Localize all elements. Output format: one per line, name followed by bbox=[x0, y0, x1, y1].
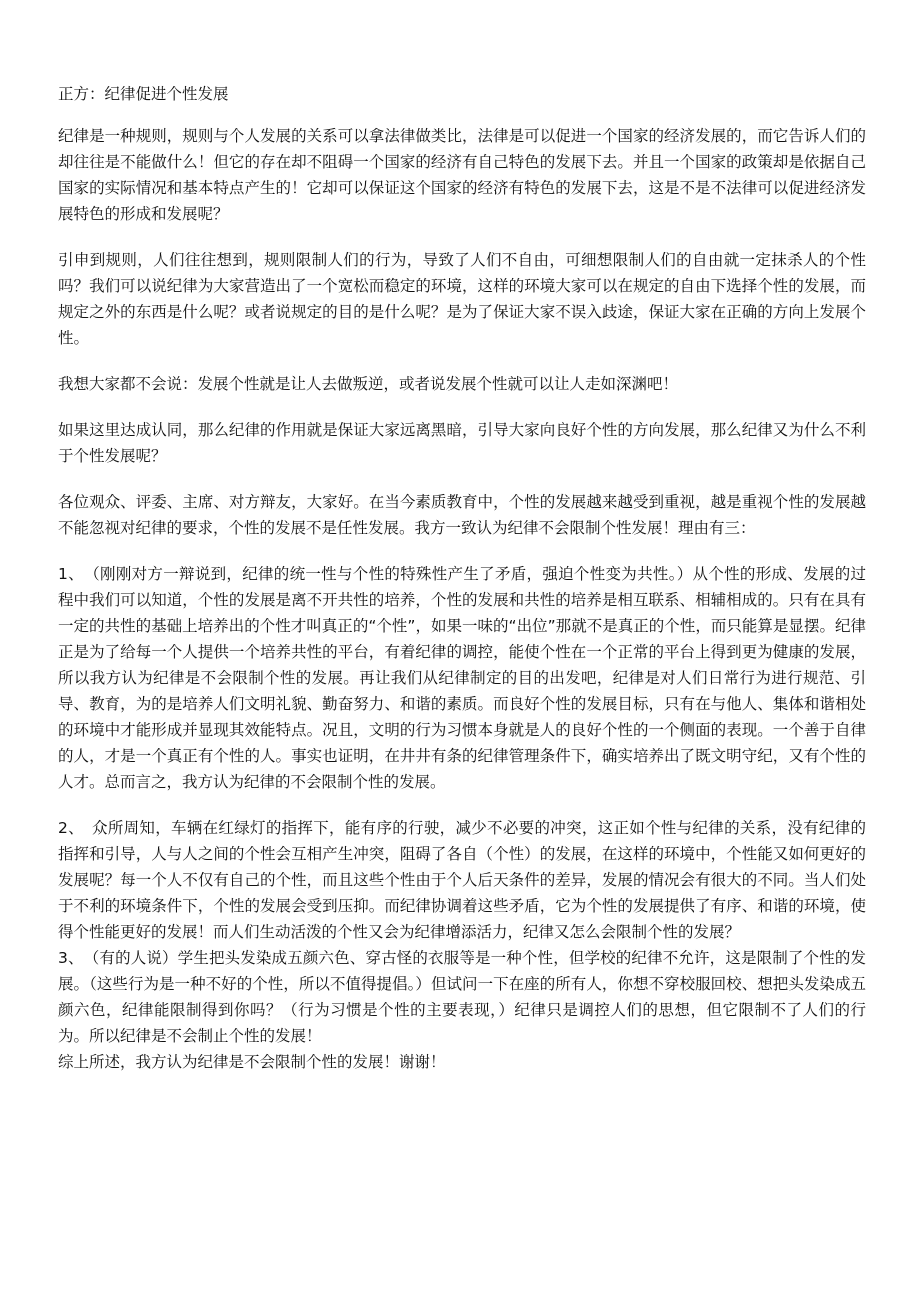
paragraph-conclusion: 综上所述，我方认为纪律是不会限制个性的发展！谢谢！ bbox=[58, 1053, 446, 1071]
spacer bbox=[58, 397, 866, 417]
paragraph-point-1: 1、 （刚刚对方一辩说到，纪律的统一性与个性的特殊性产生了矛盾，强迫个性变为共性。）从个性的形成、发展的过程中我们可以知道，个性的发展是离不开共性的培养，个性的发展和共性的培养是相互联系、相辅相成的。只有在具有一定的共性的基础上培养出的个性才叫真正的“个性”，如果一味的“出位”那就不是真正的个性，而只能算是显摆。纪律正是为了给每一个人提供一个培养共性的平台，有着纪律的调控，能使个性在一个正常的平台上得到更为健康的发展，所以我方认为纪律是不会限制个性的发展。再让我们从纪律制定的目的出发吧，纪律是对人们日常行为进行规范、引导、教育，为的是培养人们文明礼貌、勤奋努力、和谐的素质。而良好个性的发展目标，只有在与他人、集体和谐相处的环境中才能形成并显现其效能特点。况且，文明的行为习惯本身就是人的良好个性的一个侧面的表现。一个善于自律的人，才是一个真正有个性的人。事实也证明，在井井有条的纪律管理条件下，确实培养出了既文明守纪，又有个性的人才。总而言之，我方认为纪律的不会限制个性的发展。 bbox=[58, 565, 866, 791]
document-page bbox=[58, 82, 866, 1075]
spacer bbox=[58, 469, 866, 489]
spacer bbox=[58, 227, 866, 247]
paragraph-4: 如果这里达成认同，那么纪律的作用就是保证大家远离黑暗，引导大家向良好个性的方向发展，那么纪律又为什么不利于个性发展呢？ bbox=[58, 421, 866, 465]
spacer bbox=[58, 351, 866, 371]
paragraph-point-3: 3、 （有的人说）学生把头发染成五颜六色、穿古怪的衣服等是一种个性，但学校的纪律不允许，这是限制了个性的发展。（这些行为是一种不好的个性，所以不值得提倡。）但试问一下在座的所有人，你想不穿校服回校、想把头发染成五颜六色，纪律能限制得到你吗？（行为习惯是个性的主要表现，）纪律只是调控人们的思想，但它限制不了人们的行为。所以纪律是不会制止个性的发展！ bbox=[58, 949, 866, 1045]
paragraph-2: 引申到规则，人们往往想到，规则限制人们的行为，导致了人们不自由，可细想限制人们的自由就一定抹杀人的个性吗？我们可以说纪律为大家营造出了一个宽松而稳定的环境，这样的环境大家可以在规定的自由下选择个性的发展，而规定之外的东西是什么呢？或者说规定的目的是什么呢？是为了保证大家不误入歧途，保证大家在正确的方向上发展个性。 bbox=[58, 251, 866, 347]
spacer bbox=[58, 541, 866, 561]
paragraph-3: 我想大家都不会说：发展个性就是让人去做叛逆，或者说发展个性就可以让人走如深渊吧！ bbox=[58, 375, 679, 393]
spacer bbox=[58, 106, 866, 123]
paragraph-1: 纪律是一种规则，规则与个人发展的关系可以拿法律做类比，法律是可以促进一个国家的经济发展的，而它告诉人们的却往往是不能做什么！但它的存在却不阻碍一个国家的经济有自己特色的发展下去。并且一个国家的政策却是依据自己国家的实际情况和基本特点产生的！它却可以保证这个国家的经济有特色的发展下去，这是不是不法律可以促进经济发展特色的形成和发展呢？ bbox=[58, 127, 866, 223]
document-title: 正方：纪律促进个性发展 bbox=[58, 85, 229, 103]
paragraph-point-2: 2、 众所周知，车辆在红绿灯的指挥下，能有序的行驶，减少不必要的冲突，这正如个性与纪律的关系，没有纪律的指挥和引导，人与人之间的个性会互相产生冲突，阻碍了各自（个性）的发展，在这样的环境中，个性能又如何更好的发展呢？每一个人不仅有自己的个性，而且这些个性由于个人后天条件的差异，发展的情况会有很大的不同。当人们处于不利的环境条件下，个性的发展会受到压抑。而纪律协调着这些矛盾，它为个性的发展提供了有序、和谐的环境，使得个性能更好的发展！而人们生动活泼的个性又会为纪律增添活力，纪律又怎么会限制个性的发展？ bbox=[58, 819, 866, 941]
spacer bbox=[58, 795, 866, 815]
paragraph-5: 各位观众、评委、主席、对方辩友，大家好。在当今素质教育中，个性的发展越来越受到重视，越是重视个性的发展越不能忽视对纪律的要求，个性的发展不是任性发展。我方一致认为纪律不会限制个性发展！理由有三： bbox=[58, 493, 866, 537]
